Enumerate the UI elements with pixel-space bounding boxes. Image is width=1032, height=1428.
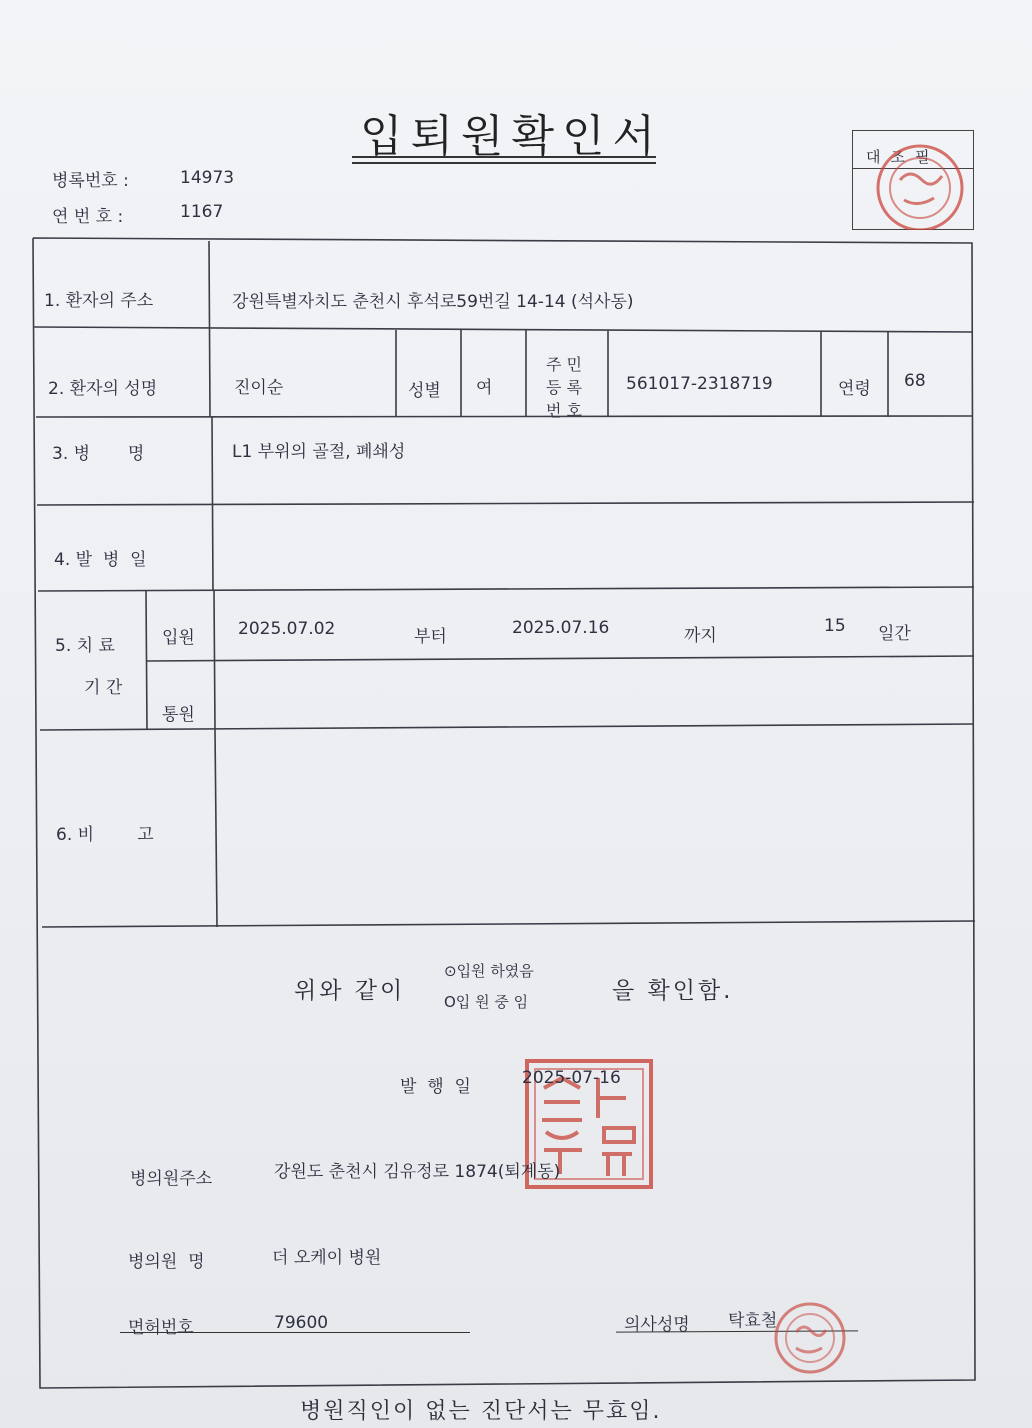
period-label-line1: 5. 치 료 <box>55 636 115 656</box>
record-no: 14973 <box>180 168 235 188</box>
inpatient-label: 입원 <box>162 628 195 648</box>
name-label: 2. 환자의 성명 <box>48 379 158 399</box>
confirm-prefix: 위와 같이 <box>294 978 406 1004</box>
issue-date: 2025-07-16 <box>522 1068 621 1088</box>
to-label: 까지 <box>684 626 717 646</box>
hospital-address-label: 병의원주소 <box>130 1169 213 1189</box>
confirm-suffix: 을 확인함. <box>612 978 734 1004</box>
disease-label: 3. 병 명 <box>52 444 145 464</box>
stamp-box-label: 대조필 <box>866 148 940 166</box>
record-no-label: 병록번호 : <box>52 171 129 191</box>
doctor-seal <box>770 1298 850 1378</box>
option-admitted: ⊙입원 하였음 <box>444 962 534 980</box>
rrn-label-line3: 번 호 <box>546 401 582 420</box>
document-title: 입퇴원확인서 <box>360 111 664 162</box>
doctor-name: 탁효철 <box>728 1311 778 1331</box>
start-date: 2025.07.02 <box>238 619 336 639</box>
from-label: 부터 <box>414 627 447 647</box>
rrn-label-line2: 등 록 <box>546 378 582 397</box>
doctor-label: 의사성명 <box>624 1315 690 1335</box>
outpatient-label: 통원 <box>162 705 195 725</box>
hospital-name: 더 오케이 병원 <box>272 1248 382 1268</box>
serial-no-label: 연 번 호 : <box>52 207 124 227</box>
period-label-line2: 기 간 <box>84 678 123 698</box>
issue-date-label: 발 행 일 <box>400 1077 471 1097</box>
end-date: 2025.07.16 <box>512 618 610 638</box>
patient-sex: 여 <box>476 378 493 398</box>
license-label: 면허번호 <box>128 1318 194 1338</box>
onset-label: 4. 발 병 일 <box>54 550 147 570</box>
hospital-name-label: 병의원 명 <box>128 1252 205 1272</box>
rrn-label-line1: 주 민 <box>546 355 582 374</box>
address-label: 1. 환자의 주소 <box>44 291 154 311</box>
patient-name: 진이순 <box>234 378 284 398</box>
days-label: 일간 <box>878 624 911 644</box>
validity-notice: 병원직인이 없는 진단서는 무효임. <box>300 1399 662 1424</box>
stay-days: 15 <box>824 616 846 636</box>
remarks-label: 6. 비 고 <box>56 825 154 845</box>
patient-rrn: 561017-2318719 <box>626 374 773 394</box>
serial-no: 1167 <box>180 202 224 222</box>
license-underline <box>120 1332 470 1333</box>
disease-name: L1 부위의 골절, 폐쇄성 <box>232 442 406 462</box>
option-in-hospital: O입 원 중 임 <box>444 993 529 1011</box>
age-label: 연령 <box>838 379 871 399</box>
license-number: 79600 <box>274 1313 329 1333</box>
patient-age: 68 <box>904 371 926 391</box>
hospital-address: 강원도 춘천시 김유정로 1874(퇴계동) <box>274 1162 561 1182</box>
patient-address: 강원특별자치도 춘천시 후석로59번길 14-14 (석사동) <box>232 292 634 312</box>
sex-label: 성별 <box>408 381 441 401</box>
